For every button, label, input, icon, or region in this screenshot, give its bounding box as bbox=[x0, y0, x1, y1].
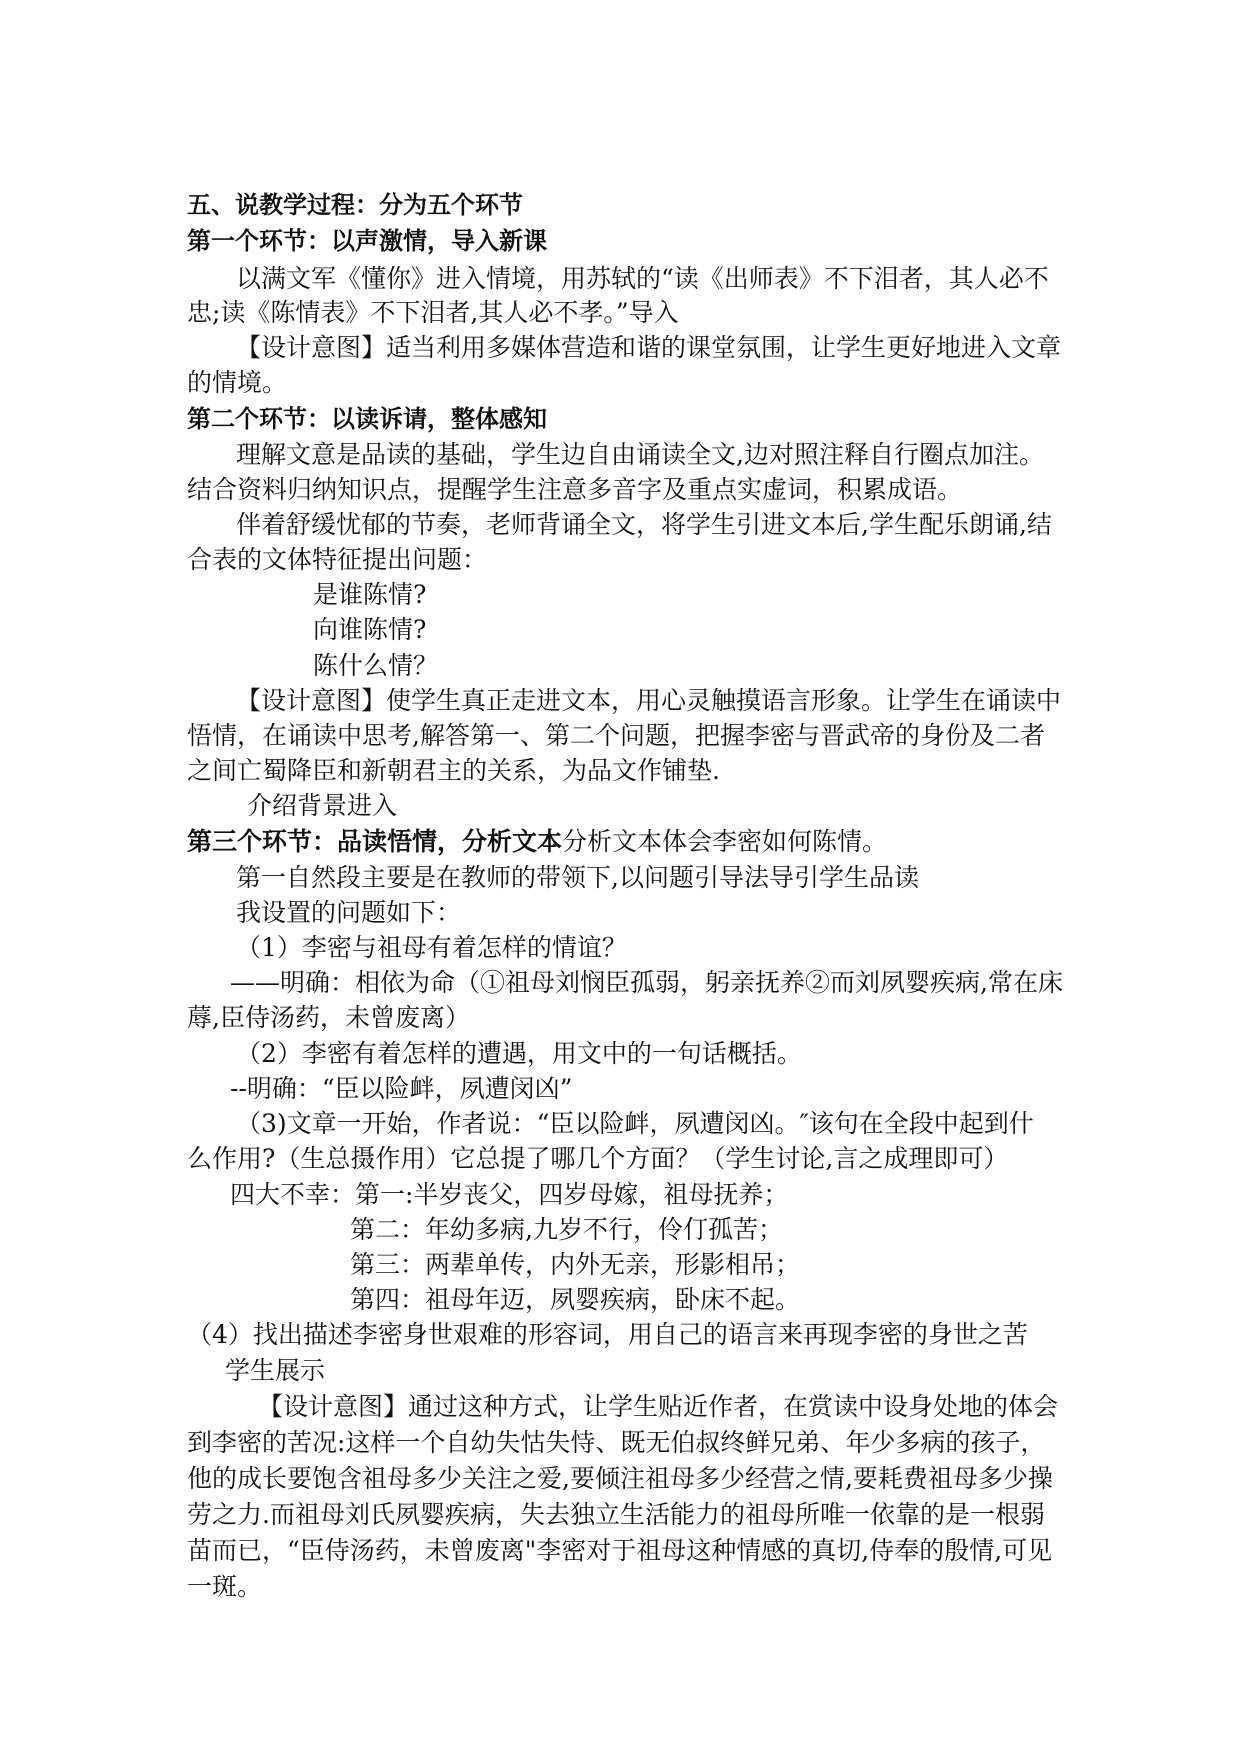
design-intent-line: 一斑。 bbox=[187, 1572, 263, 1601]
misfortune-line: 第四：祖母年迈，夙婴疾病，卧床不起。 bbox=[350, 1285, 801, 1314]
design-intent-line: 苗而已，“臣侍汤药，未曾废离"李密对于祖母这种情感的真切,侍奉的殷情,可见 bbox=[187, 1536, 1053, 1565]
misfortune-line: 第三：两辈单传，内外无亲，形影相吊； bbox=[350, 1250, 801, 1279]
question-item: 陈什么情？ bbox=[313, 651, 439, 680]
question-item: （1）李密与祖母有着怎样的情谊？ bbox=[236, 933, 627, 962]
section-3-title-line bbox=[187, 825, 887, 859]
paragraph-line: 学生展示 bbox=[225, 1356, 326, 1385]
question-item: 是谁陈情? bbox=[313, 580, 427, 609]
design-intent-line: 【设计意图】通过这种方式，让学生贴近作者，在赏读中设身处地的体会 bbox=[258, 1392, 1059, 1421]
section-2-title: 第二个环节：以读诉请，整体感知 bbox=[187, 405, 547, 433]
paragraph-line: 结合资料归纳知识点，提醒学生注意多音字及重点实虚词，积累成语。 bbox=[187, 475, 963, 504]
misfortune-line: 四大不幸：第一:半岁丧父，四岁母嫁，祖母抚养； bbox=[230, 1180, 789, 1209]
answer-line: 蓐,臣侍汤药，未曾废离） bbox=[187, 1003, 470, 1032]
paragraph-line: 我设置的问题如下： bbox=[236, 898, 462, 927]
design-intent-line: 他的成长要饱含祖母多少关注之爱,要倾注祖母多少经营之情,要耗费祖母多少操 bbox=[187, 1464, 1053, 1493]
misfortune-line: 第二：年幼多病,九岁不行，伶仃孤苦； bbox=[350, 1215, 783, 1244]
design-intent-line: 【设计意图】适当利用多媒体营造和谐的课堂氛围，让学生更好地进入文章 bbox=[236, 333, 1062, 362]
design-intent-line: 悟情，在诵读中思考,解答第一、第二个问题，把握李密与晋武帝的身份及二者 bbox=[187, 721, 1045, 750]
paragraph-line: 合表的文体特征提出问题： bbox=[187, 545, 488, 574]
paragraph-line: 以满文军《懂你》进入情境，用苏轼的“读《出师表》不下泪者，其人必不 bbox=[236, 264, 1049, 293]
paragraph-line: 第一自然段主要是在教师的带领下,以问题引导法导引学生品读 bbox=[236, 863, 919, 892]
section-heading: 五、说教学过程：分为五个环节 bbox=[187, 191, 523, 219]
question-item: （2）李密有着怎样的遭遇，用文中的一句话概括。 bbox=[236, 1039, 802, 1068]
section-3-title: 第三个环节：品读悟情，分析文本 bbox=[187, 827, 563, 856]
design-intent-line: 【设计意图】使学生真正走进文本，用心灵触摸语言形象。让学生在诵读中 bbox=[236, 686, 1062, 715]
question-item: 么作用?（生总摄作用）它总提了哪几个方面？（学生讨论,言之成理即可） bbox=[187, 1144, 1009, 1173]
section-1-title: 第一个环节：以声激情，导入新课 bbox=[187, 227, 547, 255]
answer-line: ——明确：相依为命（①祖母刘悯臣孤弱，躬亲抚养②而刘夙婴疾病,常在床 bbox=[230, 968, 1063, 997]
answer-line: --明确：“臣以险衅，夙遭闵凶” bbox=[230, 1074, 573, 1103]
design-intent-line: 劳之力.而祖母刘氏夙婴疾病，失去独立生活能力的祖母所唯一依靠的是一根弱 bbox=[187, 1500, 1045, 1529]
question-item: （3)文章一开始，作者说：“臣以险衅，夙遭闵凶。″该句在全段中起到什 bbox=[236, 1109, 1034, 1138]
paragraph-line: 理解文意是品读的基础，学生边自由诵读全文,边对照注释自行圈点加注。 bbox=[236, 440, 1044, 469]
paragraph-line: 介绍背景进入 bbox=[247, 791, 398, 820]
paragraph-line: 伴着舒缓忧郁的节奏，老师背诵全文，将学生引进文本后,学生配乐朗诵,结 bbox=[236, 510, 1052, 539]
section-3-title-tail: 分析文本体会李密如何陈情。 bbox=[562, 827, 888, 856]
design-intent-line: 的情境。 bbox=[187, 368, 288, 397]
design-intent-line: 之间亡蜀降臣和新朝君主的关系，为品文作铺垫. bbox=[187, 756, 720, 785]
design-intent-line: 到李密的苦况:这样一个自幼失怙失恃、既无伯叔终鲜兄弟、年少多病的孩子， bbox=[187, 1428, 1046, 1457]
question-item: （4）找出描述李密身世艰难的形容词，用自己的语言来再现李密的身世之苦 bbox=[187, 1320, 1028, 1349]
paragraph-line: 忠;读《陈情表》不下泪者,其人必不孝。”导入 bbox=[187, 298, 679, 327]
question-item: 向谁陈情? bbox=[313, 615, 427, 644]
